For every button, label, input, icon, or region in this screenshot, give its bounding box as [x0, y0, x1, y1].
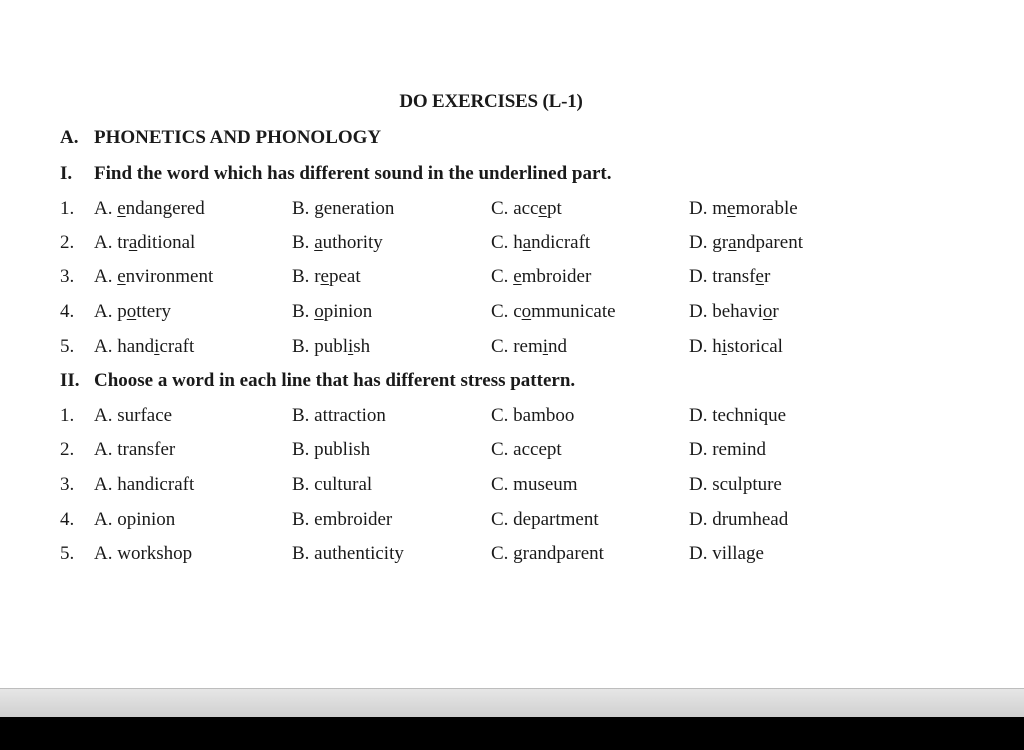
part-2-instruction: Choose a word in each line that has different stress pattern. [94, 370, 576, 391]
underlined-part: g [314, 198, 324, 219]
option-text-after: ttery [136, 301, 172, 322]
answer-option: C. museum [491, 474, 578, 495]
question-number: 2. [60, 439, 75, 460]
question-number: 5. [60, 543, 75, 564]
answer-option [292, 336, 370, 358]
option-text-before: rem [513, 336, 543, 357]
answer-option: C. department [491, 509, 599, 530]
option-letter: C. [491, 232, 509, 253]
section-a-heading [60, 127, 381, 149]
option-text-before: transf [712, 266, 756, 287]
option-text-after: ndparent [736, 232, 803, 253]
underlined-part: i [542, 336, 549, 357]
option-letter: C. [491, 266, 509, 287]
option-text-before: r [314, 266, 321, 287]
answer-option: A. workshop [94, 543, 193, 564]
option-text-after: craft [159, 336, 195, 357]
option-text-after: storical [727, 336, 783, 357]
answer-option [491, 232, 590, 254]
option-text-after: eneration [323, 198, 395, 219]
option-letter: A. [94, 232, 113, 253]
option-text-before: acc [513, 198, 539, 219]
option-letter: D. [689, 198, 708, 219]
answer-option [689, 198, 798, 220]
answer-option: D. village [689, 543, 764, 564]
answer-option: B. authenticity [292, 543, 404, 564]
part-1-instruction: Find the word which has different sound in the underlined part. [94, 163, 612, 184]
answer-option: A. handicraft [94, 474, 195, 495]
question-number: 2. [60, 232, 75, 253]
underlined-part: e [117, 198, 126, 219]
page-title: DO EXERCISES (L-1) [399, 91, 583, 112]
option-text-after: sh [353, 336, 371, 357]
answer-option: B. embroider [292, 509, 393, 530]
answer-option: D. drumhead [689, 509, 789, 530]
underlined-part: e [513, 266, 522, 287]
answer-option: B. cultural [292, 474, 373, 495]
answer-option: B. publish [292, 439, 371, 460]
option-text-after: ndicraft [531, 232, 591, 253]
option-letter: B. [292, 266, 310, 287]
answer-option [491, 198, 562, 220]
option-text-before: gr [712, 232, 729, 253]
option-text-before: m [712, 198, 728, 219]
option-letter: D. [689, 232, 708, 253]
question-number: 3. [60, 474, 75, 495]
option-text-after: morable [735, 198, 798, 219]
option-text-after: nvironment [125, 266, 214, 287]
option-text-before: publ [314, 336, 348, 357]
option-text-before: p [117, 301, 127, 322]
underlined-part: e [117, 266, 126, 287]
question-number: 1. [60, 198, 75, 219]
underlined-part: i [347, 336, 354, 357]
answer-option: D. technique [689, 405, 787, 426]
answer-option [491, 336, 567, 358]
option-text-after: uthority [322, 232, 383, 253]
answer-option [94, 336, 194, 358]
option-text-after: r [763, 266, 771, 287]
underlined-part: a [522, 232, 532, 253]
answer-option: D. remind [689, 439, 767, 460]
bottom-black-bar [0, 717, 1024, 750]
underlined-part: e [320, 266, 329, 287]
option-text-before: behavi [712, 301, 763, 322]
option-letter: C. [491, 336, 509, 357]
option-text-after: ndangered [125, 198, 205, 219]
question-number: 4. [60, 301, 75, 322]
question-number: 5. [60, 336, 75, 357]
option-letter: B. [292, 232, 310, 253]
underlined-part: i [721, 336, 728, 357]
underlined-part: o [521, 301, 532, 322]
answer-option: A. surface [94, 405, 173, 426]
option-letter: B. [292, 301, 310, 322]
underlined-part: e [755, 266, 764, 287]
section-a-number: A. [60, 127, 79, 148]
answer-option [94, 232, 195, 254]
option-letter: C. [491, 301, 509, 322]
answer-option [689, 266, 770, 288]
option-letter: A. [94, 198, 113, 219]
option-letter: D. [689, 266, 708, 287]
option-letter: C. [491, 198, 509, 219]
underlined-part: e [538, 198, 547, 219]
bottom-toolbar [0, 688, 1024, 718]
option-text-after: pt [546, 198, 562, 219]
option-text-after: nd [548, 336, 568, 357]
answer-option: B. attraction [292, 405, 386, 426]
underlined-part: a [314, 232, 323, 253]
answer-option [689, 232, 803, 254]
answer-option: C. grandparent [491, 543, 604, 564]
option-text-before: hand [117, 336, 155, 357]
section-a-label: PHONETICS AND PHONOLOGY [94, 127, 382, 148]
option-letter: B. [292, 336, 310, 357]
option-text-after: mbroider [521, 266, 592, 287]
option-text-before: h [712, 336, 722, 357]
question-number: 4. [60, 509, 75, 530]
underlined-part: a [728, 232, 737, 253]
option-text-after: pinion [323, 301, 373, 322]
answer-option [292, 266, 361, 288]
underlined-part: o [762, 301, 773, 322]
answer-option [292, 232, 383, 254]
answer-option: A. opinion [94, 509, 176, 530]
option-text-after: r [772, 301, 779, 322]
option-letter: A. [94, 336, 113, 357]
answer-option [689, 301, 779, 323]
answer-option: A. transfer [94, 439, 176, 460]
answer-option: D. sculpture [689, 474, 782, 495]
option-letter: A. [94, 266, 113, 287]
part-2-heading [60, 370, 575, 392]
answer-option [94, 266, 213, 288]
answer-option [689, 336, 783, 358]
option-text-after: peat [328, 266, 361, 287]
underlined-part: o [126, 301, 137, 322]
option-letter: A. [94, 301, 113, 322]
option-text-before: tr [117, 232, 129, 253]
underlined-part: a [128, 232, 138, 253]
answer-option [292, 301, 372, 323]
answer-option [94, 301, 171, 323]
part-1-heading [60, 163, 611, 185]
option-text-after: ditional [137, 232, 196, 253]
option-text-before: h [513, 232, 523, 253]
option-letter: D. [689, 301, 708, 322]
answer-option [491, 301, 616, 323]
answer-option [94, 198, 205, 220]
answer-option [292, 198, 394, 220]
option-text-before: c [513, 301, 522, 322]
part-1-number: I. [60, 163, 73, 184]
underlined-part: o [314, 301, 324, 322]
question-number: 1. [60, 405, 75, 426]
underlined-part: e [727, 198, 736, 219]
option-letter: B. [292, 198, 310, 219]
answer-option [491, 266, 591, 288]
underlined-part: i [154, 336, 160, 357]
answer-option: C. bamboo [491, 405, 575, 426]
part-2-number: II. [60, 370, 80, 391]
answer-option: C. accept [491, 439, 562, 460]
option-letter: D. [689, 336, 708, 357]
option-text-after: mmunicate [531, 301, 616, 322]
question-number: 3. [60, 266, 75, 287]
